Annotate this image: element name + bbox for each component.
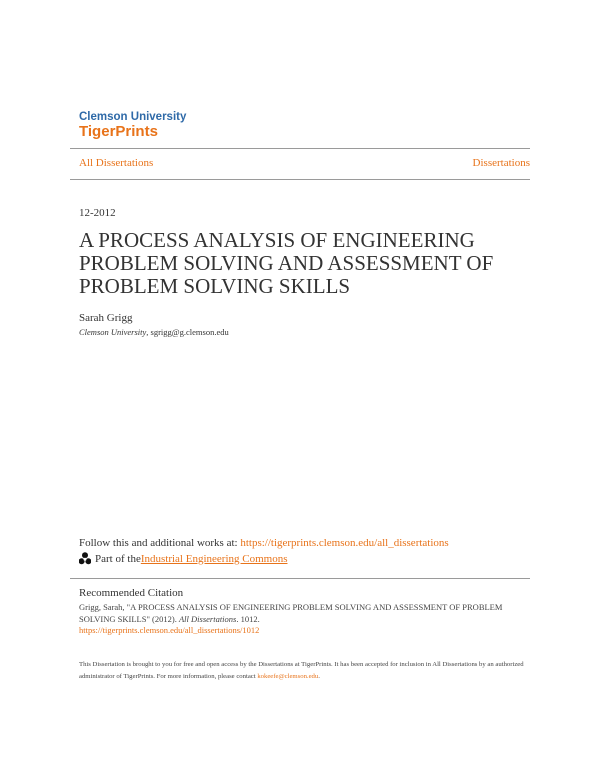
recommended-citation-heading: Recommended Citation [79, 587, 184, 599]
part-of-prefix: Part of the [95, 552, 141, 565]
author-affiliation: Clemson University, sgrigg@g.clemson.edu [79, 327, 229, 337]
notice-end: . [318, 673, 320, 680]
notice-text: This Dissertation is brought to you for free and open access by the Dissertations at TigerPrints. It has been accepted for inclusion in All Dissertations by an authorized administrator of TigerPrints. For more information, please contact [79, 661, 524, 680]
document-title: A PROCESS ANALYSIS OF ENGINEERING PROBLEM SOLVING AND ASSESSMENT OF PROBLEM SOLVING SKILLS [79, 228, 494, 298]
institution-name: Clemson University [79, 111, 187, 123]
part-of-line [79, 552, 287, 565]
citation-text [79, 602, 529, 637]
affiliation-institution: Clemson University [79, 327, 147, 337]
follow-prefix: Follow this and additional works at: [79, 537, 241, 549]
citation-number: . 1012. [236, 613, 260, 624]
dissertations-link[interactable]: Dissertations [472, 157, 530, 169]
divider-nav [70, 179, 530, 180]
network-commons-icon [79, 552, 91, 565]
divider-citation [70, 578, 530, 579]
contact-email-link[interactable]: kokeefe@clemson.edu [257, 673, 319, 680]
citation-body: Grigg, Sarah, "A PROCESS ANALYSIS OF ENGINEERING PROBLEM SOLVING AND ASSESSMENT OF PROBLEM SOLVING SKILLS" (2012). [79, 602, 503, 624]
follow-line [79, 537, 449, 549]
divider-top [70, 148, 530, 149]
industrial-engineering-commons-link[interactable]: Industrial Engineering Commons [140, 552, 288, 565]
all-dissertations-link[interactable]: All Dissertations [79, 157, 154, 169]
publication-date: 12-2012 [79, 207, 116, 219]
citation-journal: All Dissertations [178, 613, 237, 624]
citation-link[interactable]: https://tigerprints.clemson.edu/all_dissertations/1012 [79, 625, 260, 635]
author-name: Sarah Grigg [79, 312, 133, 324]
collection-url-link[interactable]: https://tigerprints.clemson.edu/all_dissertations [240, 537, 449, 549]
access-notice [79, 659, 529, 683]
repository-name[interactable]: TigerPrints [79, 123, 158, 140]
author-email: sgrigg@g.clemson.edu [150, 327, 229, 337]
